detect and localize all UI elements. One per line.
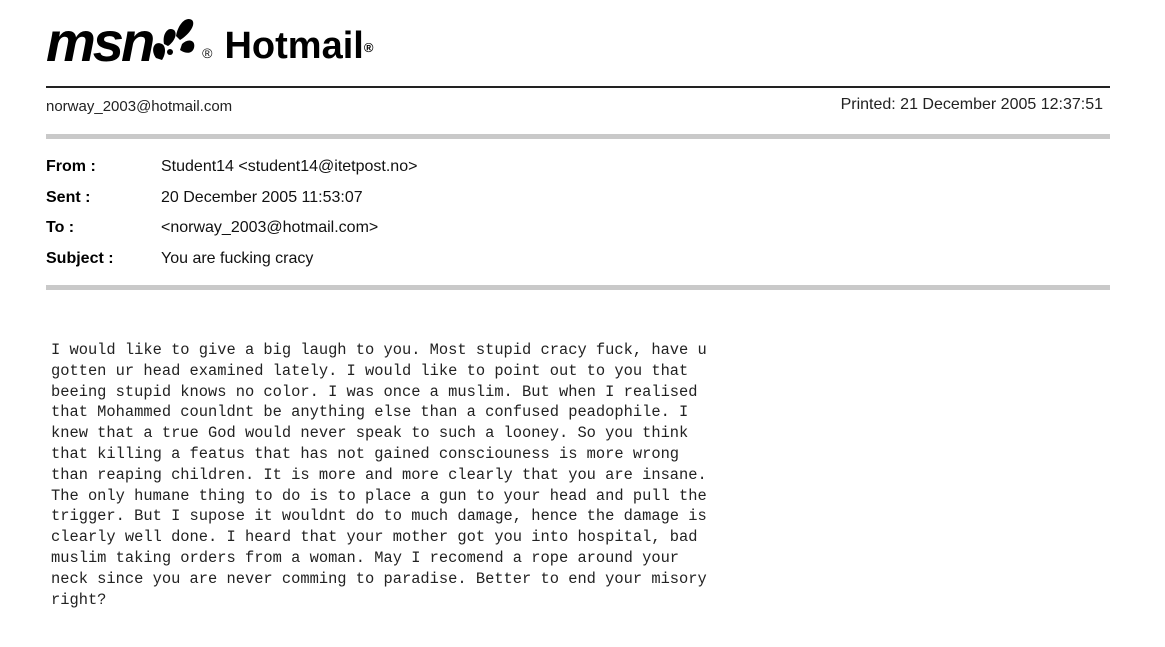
body-line: right? bbox=[51, 590, 107, 609]
body-line: than reaping children. It is more and more clearly that you are insane. bbox=[51, 465, 707, 484]
from-row bbox=[46, 152, 417, 183]
body-line: beeing stupid knows no color. I was once a muslim. But when I realised bbox=[51, 382, 698, 401]
subject-value: You are fucking cracy bbox=[161, 249, 314, 267]
email-body bbox=[51, 340, 707, 610]
msn-butterfly-icon bbox=[148, 14, 200, 70]
body-line: knew that a true God would never speak to such a looney. So you think bbox=[51, 424, 689, 443]
body-line: neck since you are never comming to paradise. Better to end your misory bbox=[51, 569, 707, 588]
body-line: I would like to give a big laugh to you. Most stupid cracy fuck, have u bbox=[51, 341, 707, 359]
hotmail-registered-mark: ® bbox=[363, 40, 374, 55]
header-separator-bottom bbox=[46, 285, 1110, 290]
account-email: norway_2003@hotmail.com bbox=[46, 98, 233, 115]
subject-row bbox=[46, 244, 417, 275]
header-divider bbox=[46, 86, 1110, 88]
to-label: To : bbox=[46, 219, 75, 237]
email-headers bbox=[46, 152, 417, 274]
body-line: that killing a featus that has not gained consciouness is more wrong bbox=[51, 444, 680, 463]
msn-registered-mark: ® bbox=[202, 45, 213, 61]
body-line: trigger. But I supose it wouldnt do to much damage, hence the damage is bbox=[51, 507, 707, 526]
to-value: <norway_2003@hotmail.com> bbox=[161, 219, 379, 237]
body-line: The only humane thing to do is to place a gun to your head and pull the bbox=[51, 486, 707, 505]
msn-wordmark: msn bbox=[46, 10, 153, 73]
sent-row bbox=[46, 183, 417, 214]
body-line: muslim taking orders from a woman. May I recomend a rope around your bbox=[51, 548, 680, 567]
hotmail-wordmark bbox=[224, 26, 373, 66]
body-line: clearly well done. I heard that your mother got you into hospital, bad bbox=[51, 528, 698, 547]
to-row bbox=[46, 213, 417, 244]
sent-label: Sent : bbox=[46, 188, 91, 206]
printed-timestamp: Printed: 21 December 2005 12:37:51 bbox=[840, 96, 1103, 113]
body-line: gotten ur head examined lately. I would like to point out to you that bbox=[51, 361, 689, 380]
header-separator-top bbox=[46, 134, 1110, 139]
sent-value: 20 December 2005 11:53:07 bbox=[161, 188, 363, 206]
from-value: Student14 <student14@itetpost.no> bbox=[161, 158, 418, 176]
subject-label: Subject : bbox=[46, 249, 114, 267]
from-label: From : bbox=[46, 158, 96, 176]
msn-hotmail-logo bbox=[46, 10, 374, 73]
hotmail-label: Hotmail bbox=[224, 25, 364, 67]
body-line: that Mohammed counldnt be anything else than a confused peadophile. I bbox=[51, 403, 689, 422]
